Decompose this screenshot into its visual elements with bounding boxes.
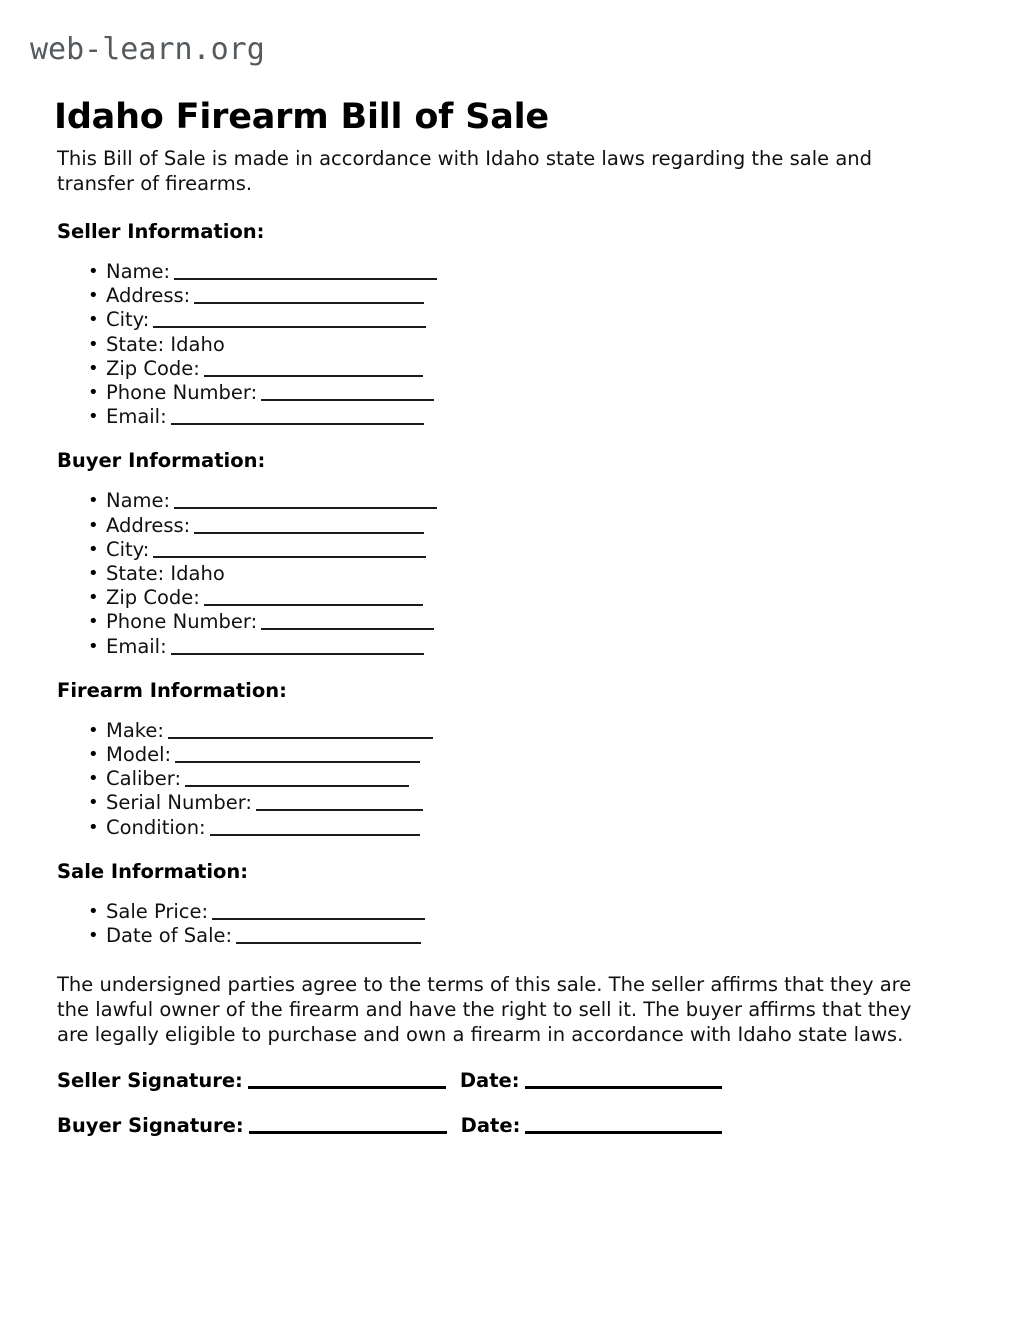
date-line[interactable]	[525, 1071, 722, 1089]
fill-in-line[interactable]	[175, 746, 420, 763]
section-heading: Seller Information:	[57, 220, 265, 243]
field-row	[106, 284, 937, 308]
field-list	[57, 489, 937, 658]
field-label: Address:	[106, 513, 191, 537]
field-row	[106, 538, 937, 562]
fill-in-line[interactable]	[194, 517, 424, 534]
field-label: Make:	[106, 718, 164, 742]
fill-in-line[interactable]	[236, 927, 421, 944]
field-row	[106, 357, 937, 381]
fill-in-line[interactable]	[261, 384, 434, 401]
field-value: Idaho	[164, 332, 225, 356]
section-heading: Sale Information:	[57, 859, 249, 883]
section-heading: Buyer Information:	[57, 449, 266, 473]
field-label: Model:	[106, 743, 172, 767]
field-row	[106, 791, 937, 815]
field-label: State:	[106, 332, 165, 356]
field-label: Name:	[106, 489, 171, 513]
field-label: Date of Sale:	[106, 924, 233, 948]
date-label: Date:	[460, 1114, 521, 1138]
field-row	[106, 308, 937, 332]
site-brand: web-learn.org	[30, 32, 265, 67]
document-body	[57, 146, 937, 1138]
page-title: Idaho Firearm Bill of Sale	[54, 97, 549, 138]
field-row	[106, 816, 937, 840]
field-value: Idaho	[164, 562, 225, 586]
field-row	[106, 381, 937, 405]
field-label: City:	[106, 308, 150, 332]
field-row	[106, 514, 937, 538]
signature-label: Buyer Signature:	[57, 1114, 244, 1138]
field-row	[106, 719, 937, 743]
field-row	[106, 767, 937, 791]
field-label: Email:	[106, 405, 167, 429]
fill-in-line[interactable]	[171, 408, 424, 425]
fill-in-line[interactable]	[194, 287, 424, 304]
field-label: Name:	[106, 260, 171, 283]
field-label: City:	[106, 537, 150, 561]
field-label: Email:	[106, 634, 167, 658]
field-row	[106, 333, 937, 357]
affirmation-paragraph: The undersigned parties agree to the terms of this sale. The seller affirms that they are the lawful owner of the firearm and have the right to sell it. The buyer affirms that they are legally eligible to purchase and own a firearm in accordance with Idaho state laws.	[57, 973, 912, 1047]
field-label: Caliber:	[106, 767, 182, 791]
signature-row	[57, 1069, 937, 1093]
sections-container	[57, 220, 937, 972]
field-row	[106, 900, 937, 924]
field-row	[106, 586, 937, 610]
field-label: Sale Price:	[106, 899, 209, 923]
field-label: Condition:	[106, 815, 206, 839]
fill-in-line[interactable]	[256, 794, 423, 811]
signature-label: Seller Signature:	[57, 1069, 243, 1093]
signature-block	[57, 1069, 937, 1138]
field-row	[106, 489, 937, 513]
field-row	[106, 635, 937, 659]
field-row	[106, 743, 937, 767]
intro-paragraph: This Bill of Sale is made in accordance with Idaho state laws regarding the sale and transfer of firearms.	[57, 147, 873, 195]
field-list	[57, 900, 937, 948]
fill-in-line[interactable]	[210, 819, 420, 836]
field-row	[106, 610, 937, 634]
fill-in-line[interactable]	[261, 613, 434, 630]
field-row	[106, 562, 937, 586]
field-list	[57, 719, 937, 840]
fill-in-line[interactable]	[174, 263, 437, 280]
fill-in-line[interactable]	[153, 541, 426, 558]
date-line[interactable]	[525, 1116, 722, 1134]
fill-in-line[interactable]	[174, 492, 437, 509]
signature-line[interactable]	[248, 1071, 446, 1089]
field-row	[106, 924, 937, 948]
fill-in-line[interactable]	[171, 638, 424, 655]
field-label: Address:	[106, 284, 191, 308]
field-label: Phone Number:	[106, 610, 258, 634]
date-label: Date:	[459, 1069, 520, 1093]
fill-in-line[interactable]	[204, 360, 423, 377]
signature-row	[57, 1114, 937, 1138]
field-label: Zip Code:	[106, 356, 200, 380]
fill-in-line[interactable]	[212, 903, 425, 920]
field-row	[106, 260, 937, 284]
field-list	[57, 260, 937, 429]
field-label: State:	[106, 562, 165, 586]
field-label: Serial Number:	[106, 791, 252, 815]
field-label: Zip Code:	[106, 586, 200, 610]
fill-in-line[interactable]	[168, 722, 433, 739]
fill-in-line[interactable]	[185, 770, 409, 787]
section-heading: Firearm Information:	[57, 678, 287, 702]
fill-in-line[interactable]	[204, 589, 423, 606]
fill-in-line[interactable]	[153, 311, 426, 328]
field-label: Phone Number:	[106, 381, 258, 405]
field-row	[106, 405, 937, 429]
signature-line[interactable]	[249, 1116, 447, 1134]
